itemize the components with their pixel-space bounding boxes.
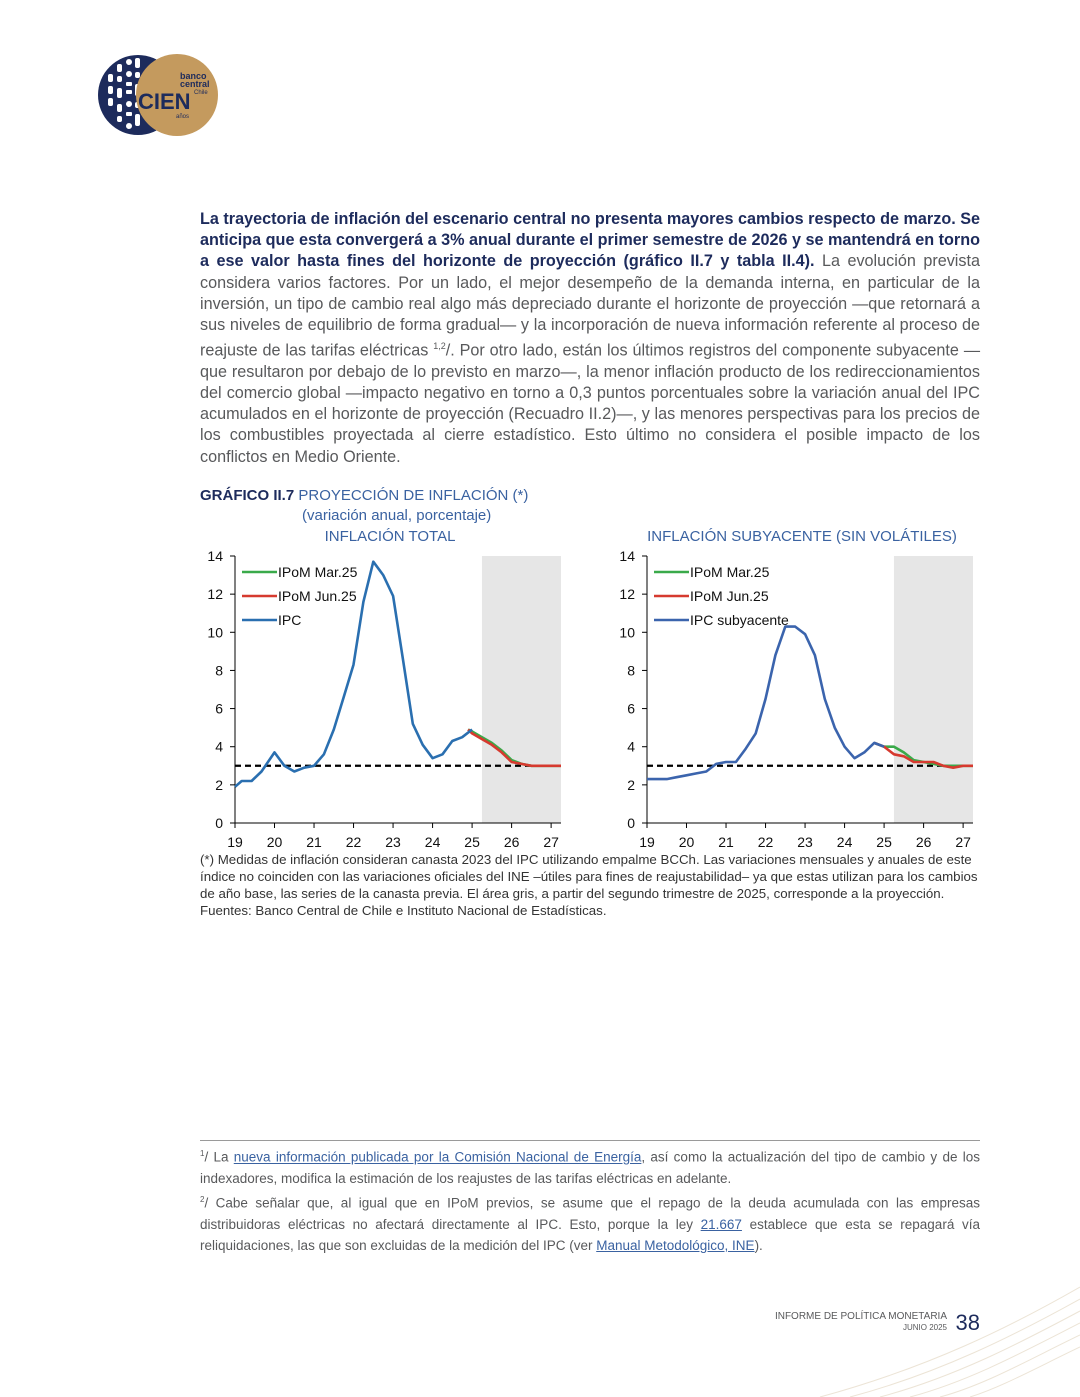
y-tick-label: 6 <box>627 700 635 717</box>
y-tick-label: 12 <box>207 586 223 603</box>
chart-panel-total <box>207 548 561 850</box>
panel-title-total: INFLACIÓN TOTAL <box>324 528 456 545</box>
projection-area <box>482 556 561 823</box>
figure-note <box>200 851 982 919</box>
y-tick-label: 8 <box>215 662 223 679</box>
x-tick-label: 19 <box>639 834 655 850</box>
ine-manual-link[interactable]: Manual Metodológico, INE <box>596 1238 755 1254</box>
y-tick-label: 0 <box>215 815 223 831</box>
figure-code: GRÁFICO II.7 <box>200 487 295 504</box>
body-text-2: /. Por otro lado, están los últimos registros del componente subyacente —que resultaron por debajo de lo previsto en marzo—, la menor inflación producto de los redireccionamientos del comercio global —impacto negativo en torno a 0,3 puntos porcentuales sobre la variación anual del IPC acumulados en el horizonte de proyección (Recuadro II.2)—, y las menores perspectivas para los precios de los combustibles proyectada al cierre estadístico. Esto último no considera el posible impacto de los conflictos en Medio Oriente. <box>200 341 981 466</box>
x-tick-label: 26 <box>503 834 520 850</box>
y-tick-label: 14 <box>619 548 635 564</box>
y-tick-label: 10 <box>619 624 635 641</box>
footnote-1: $^1$/ La nueva información publicada por la Comisión Nacional de Energía, así como la actualización del tipo de cambio y de los indexadores, modifica la estimación de los reajustes de las tarifas eléctricas en adelante. <box>200 1149 980 1186</box>
y-tick-label: 4 <box>215 738 223 755</box>
x-tick-label: 25 <box>876 834 892 850</box>
footer-title: INFORME DE POLÍTICA MONETARIA JUNIO 2025 <box>774 1311 947 1332</box>
x-tick-label: 23 <box>797 834 813 850</box>
x-tick-label: 19 <box>227 834 243 850</box>
legend-label: IPC <box>278 612 302 628</box>
chart-panel-core <box>619 548 973 850</box>
y-tick-label: 4 <box>627 738 635 755</box>
y-tick-label: 8 <box>627 662 635 679</box>
x-tick-label: 25 <box>464 834 480 850</box>
figure-source: Fuentes: Banco Central de Chile e Instituto Nacional de Estadísticas. <box>200 903 607 918</box>
x-tick-label: 24 <box>424 834 441 850</box>
x-tick-label: 27 <box>543 834 559 850</box>
x-tick-label: 20 <box>266 834 283 850</box>
x-tick-label: 21 <box>718 834 734 850</box>
y-tick-label: 2 <box>627 776 635 793</box>
legend-label: IPoM Mar.25 <box>278 564 358 580</box>
figure-note-text: (*) Medidas de inflación consideran canasta 2023 del IPC utilizando empalme BCCh. Las variaciones mensuales y anuales de este índice no coinciden con las variaciones oficiales del INE –útiles para fines de reajustabilidad– ya que estas utilizan para los cambios de año base, las series de la canasta previa. El área gris, a partir del segundo trimestre de 2025, corresponde a la proyección. <box>200 852 978 901</box>
x-tick-label: 22 <box>757 834 774 850</box>
y-tick-label: 12 <box>619 586 635 603</box>
logo-chile: Chile <box>194 90 208 96</box>
projection-area <box>894 556 973 823</box>
body-text-1: La evolución prevista considera varios factores. Por un lado, el mejor desempeño de la demanda interna, en particular de la inversión, un tipo de cambio real algo más depreciado durante el horizonte de proyección —que retornará a sus niveles de equilibrio de forma gradual— y la incorporación de nueva información referente al proceso de reajuste de las tarifas eléctricas <box>200 252 980 360</box>
x-tick-label: 21 <box>306 834 322 850</box>
logo-banco: banco <box>180 71 207 81</box>
legend-label: IPC subyacente <box>690 612 789 628</box>
series-line-2 <box>647 627 884 780</box>
y-tick-label: 10 <box>207 624 223 641</box>
law-link[interactable]: 21.667 <box>700 1216 742 1232</box>
legend-label: IPoM Jun.25 <box>278 588 357 604</box>
logo-anos: años <box>176 114 190 120</box>
legend-label: IPoM Mar.25 <box>690 564 770 580</box>
y-tick-label: 14 <box>207 548 223 564</box>
decorative-waves <box>780 1277 1080 1397</box>
lead-sentence: La trayectoria de inflación del escenario central no presenta mayores cambios respecto de marzo. Se anticipa que esta convergerá a 3% anual durante el primer semestre de 2026 y se mantendrá en torno a ese valor hasta fines del horizonte de proyección (gráfico II.7 y tabla II.4). <box>200 210 981 271</box>
footnote-ref: 1,2 <box>433 341 446 352</box>
footnote-2: $^2$/ Cabe señalar que, al igual que en IPoM previos, se asume que el repago de la deuda acumulada con las empresas distribuidoras eléctricas no afectará directamente al IPC. Esto, porque la ley 21.667 establece que esta se repagará vía reliquidaciones, las que son excluidas de la medición del IPC (ver Manual Metodológico, INE). <box>200 1195 980 1254</box>
x-tick-label: 27 <box>955 834 971 850</box>
page-number: 38 <box>955 1310 980 1335</box>
logo-cien: CIEN <box>138 89 191 114</box>
y-tick-label: 2 <box>215 776 223 793</box>
x-tick-label: 23 <box>385 834 401 850</box>
x-tick-label: 22 <box>345 834 362 850</box>
x-tick-label: 24 <box>836 834 853 850</box>
legend-label: IPoM Jun.25 <box>690 588 769 604</box>
figure-title-text: PROYECCIÓN DE INFLACIÓN (*) <box>294 487 529 504</box>
figure-subtitle: (variación anual, porcentaje) <box>302 507 492 524</box>
y-tick-label: 0 <box>627 815 635 831</box>
footnotes <box>200 1140 980 1256</box>
x-tick-label: 20 <box>678 834 695 850</box>
cne-link[interactable]: nueva información publicada por la Comisión Nacional de Energía <box>233 1149 642 1165</box>
logo-central: central <box>180 79 210 89</box>
x-tick-label: 26 <box>915 834 932 850</box>
y-tick-label: 6 <box>215 700 223 717</box>
panel-title-core: INFLACIÓN SUBYACENTE (SIN VOLÁTILES) <box>647 528 957 545</box>
